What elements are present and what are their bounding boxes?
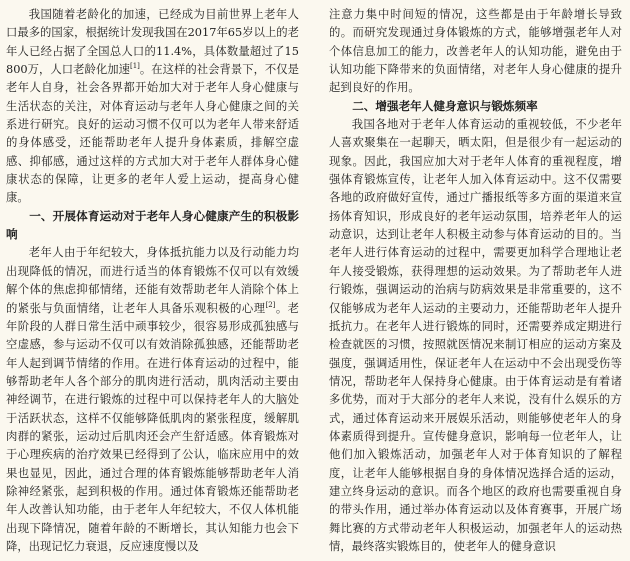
intro-text: 我国随着老龄化的加速，已经成为目前世界上老年人口最多的国家，根据统计发现我国在2017年65岁以上的老年人已经占据了全国总人口的11.4%，具体数量超过了15 800万，人口老龄化加速	[6, 7, 299, 77]
section-2-paragraph: 我国各地对于老年人体育运动的重视较低，不少老年人喜欢聚集在一起聊天，晒太阳，但是很少有一起运动的现象。因此，我国应加大对于老年人体育的重视程度，增强体育锻炼宣传，让老年人加入体育运动中。这不仅需要各地的政府做好宣传，通过广播报纸等多方面的渠道来宣扬体育知识，形成良好的老年运动氛围，培养老年人的运动意识，达到让老年人积极主动参与体育运动的目的。当老年人进行体育运动的过程中，需要更加科学合理地让老年人接受锻炼，获得理想的运动效果。为了帮助老年人进行锻炼，强调运动的治病与防病效果是非常重要的，这不仅能够成为老年人运动的主要动力，还能帮助老年人提升抵抗力。在老年人进行锻炼的同时，还需要养成定期进行检查就医的习惯，按照就医情况来制订相应的运动方案及强度，强调适用性，保证老年人在运动中不会出现受伤等情况，帮助老年人保持身心健康。由于体育运动是有着诸多优势，而对于大部分的老年人来说，没有什么娱乐的方式，通过体育运动来开展娱乐活动，则能够使老年人的身体素质得到提升。宣传健身意识，影响每一位老年人，让他们加入锻炼活动，加强老年人对于体育知识的了解程度，让老年人能够根据自身的身体情况选择合适的运动，建立终身运动的意识。而各个地区的政府也需要重视自身的带头作用，通过举办体育运动以及体育赛事，开展广场舞比赛的方式带动老年人积极运动，加强老年人的运动热情，最终落实锻炼目的，使老年人的健身意识	[329, 117, 622, 553]
section-heading-2: 二、增强老年人健身意识与锻炼频率	[352, 98, 538, 113]
citation-ref-1: [1]	[129, 62, 140, 71]
section-1-text: 老年人由于年纪较大，身体抵抗能力以及行动能力均出现降低的情况，而进行适当的体育锻炼不仅可以有效缓解个体的焦虑抑郁情绪，还能有效帮助老年人消除个体上的紧张与负面情绪，让老年人具备乐观积极的心理	[6, 245, 299, 315]
section-1-paragraph-continued: 注意力集中时间短的情况，这些都是由于年龄增长导致的。而研究发现通过身体锻炼的方式，能够增强老年人对个体信息加工的能力，改善老年人的认知功能，避免由于认知功能下降带来的负面情绪，对老年人身心健康的提升起到良好的作用。	[329, 7, 622, 95]
section-heading-1: 一、开展体育运动对于老年人身心健康产生的积极影响	[6, 208, 299, 242]
intro-paragraph	[6, 5, 299, 207]
section-1-text-continued: 。老年阶段的人群日常生活中顽事较少，很容易形成孤独感与空虚感，参与运动不仅可以有效消除孤独感，还能帮助老年人起到调节情绪的作用。在进行体育运动的过程中，能够帮助老年人各个部分的肌肉进行活动，肌肉活动主要由神经调节，在进行锻炼的过程中可以保持老年人的大脑处于活跃状态，这样不仅能够降低肌肉的紧张程度，缓解肌肉群的紧张，运动过后肌肉还会产生舒适感。体育锻炼对于心理疾病的治疗效果已经得到了公认，临床应用中的效果也显见，因此，通过合理的体育锻炼能够帮助老年人消除神经紧张，起到积极的作用。通过体育锻炼还能帮助老年人改善认知功能，由于老年人年纪较大，不仅人体机能出现下降情况，随着年龄的不断增长，其认知能力也会下降，出现记忆力衰退，反应速度慢以及	[6, 300, 300, 553]
section-1-paragraph	[6, 243, 299, 555]
right-column	[329, 5, 622, 555]
citation-ref-2: [2]	[265, 300, 276, 309]
intro-text-continued: 。在这样的社会背景下，不仅是老年人自身，社会各界都开始加大对于老年人身心健康与生活状态的关注，对体育运动与老年人身心健康之间的关系进行研究。良好的运动习惯不仅可以为老年人带来舒适的身体感受，还能帮助老年人提升身体素质，排解空虚感、抑郁感，通过这样的方式加大对于老年人群体身心健康状态的保障，让更多的老年人爱上运动，提高身心健康。	[6, 62, 300, 205]
left-column	[6, 5, 299, 555]
